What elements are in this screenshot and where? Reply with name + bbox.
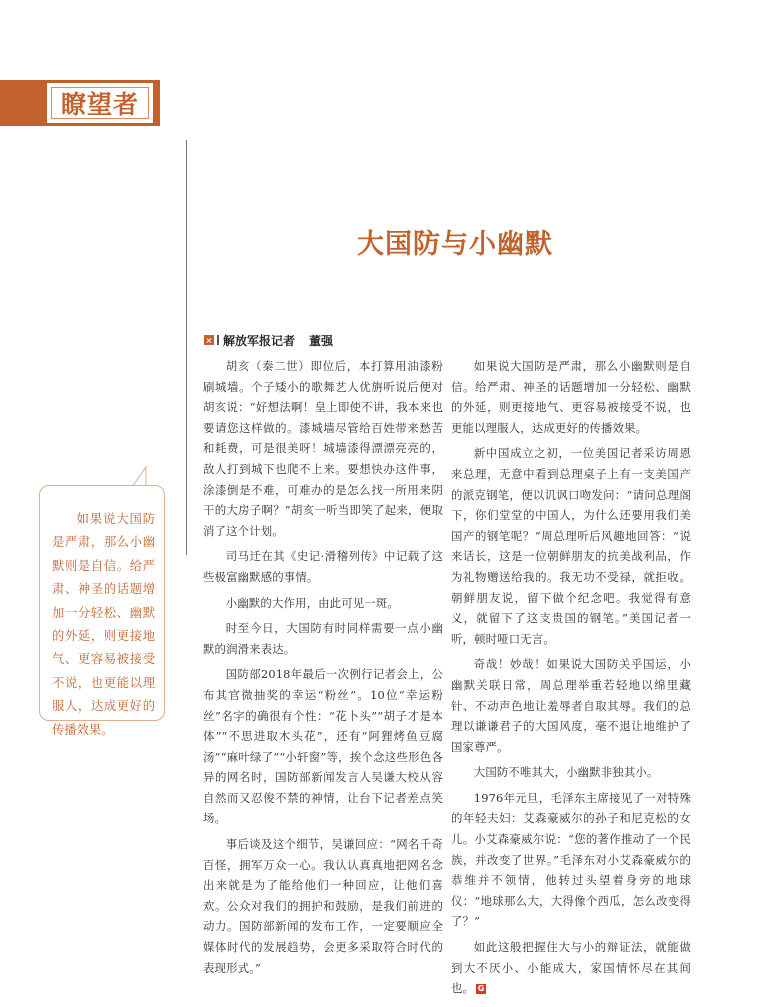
paragraph: 胡亥（秦二世）即位后，本打算用油漆粉刷城墙。个子矮小的歌舞艺人优旃听说后便对胡亥说：“好想法啊！皇上即使不讲，我本来也要请您这样做的。漆城墙尽管给百姓带来愁苦和耗费，可是很美呀！城墙漆得漂漂亮亮的，敌人打到城下也爬不上来。要想快办这件事，涂漆倒是不难，可难办的是怎么找一所用来阴干的大房子啊？”胡亥一听当即笑了起来，便取消了这个计划。 [203,359,443,538]
closing-paragraph-text: 如此这般把握住大与小的辩证法，就能做到大不厌小、小能成大，家国情怀尽在其间也。 [451,940,691,996]
byline-source: 解放军报记者 [223,333,296,348]
paragraph: 时至今日，大国防有时同样需要一点小幽默的润滑来表达。 [203,621,443,656]
column-name: 瞭望者 [60,90,139,119]
paragraph: 小幽默的大作用，由此可见一斑。 [225,595,399,610]
paragraph: 大国防不唯其大，小幽默非独其小。 [473,765,659,780]
byline-mark-icon: × [205,335,213,345]
paragraph: 如果说大国防是严肃，那么小幽默则是自信。给严肃、神圣的话题增加一分轻松、幽默的外延，则更接地气、更容易被接受不说，也更能以理服人，达成更好的传播效果。 [451,359,691,435]
paragraph: 新中国成立之初，一位美国记者采访周恩来总理，无意中看到总理桌子上有一支美国产的派克钢笔，便以讥讽口吻发问：“请问总理阁下，你们堂堂的中国人，为什么还要用我们美国产的钢笔呢？”周总理听后风趣地回答：“说来话长，这是一位朝鲜朋友的抗美战利品，作为礼物赠送给我的。我无功不受禄，就拒收。朝鲜朋友说，留下做个纪念吧。我觉得有意义，就留下了这支贵国的钢笔。”美国记者一听，顿时哑口无言。 [451,446,691,646]
paragraph: 司马迁在其《史记·滑稽列传》中记载了这些极富幽默感的事情。 [203,549,443,584]
byline [204,332,333,348]
end-mark-icon: G [477,984,485,994]
paragraph: 1976年元旦，毛泽东主席接见了一对特殊的年轻夫妇：艾森豪威尔的孙子和尼克松的女儿。小艾森豪威尔说：“您的著作推动了一个民族，并改变了世界。”毛泽东对小艾森豪威尔的恭维并不领情，他转过头望着身旁的地球仪：“地球那么大，大得像个西瓜，怎么改变得了？” [451,790,691,929]
paragraph [451,937,691,999]
column-header [44,80,156,126]
left-column [203,356,443,983]
pull-quote-text: 如果说大国防是严肃，那么小幽默则是自信。给严肃、神圣的话题增加一分轻松、幽默的外延，则更接地气、更容易被接受不说，也更能以理服人，达成更好的传播效果。 [52,512,155,737]
byline-separator [217,335,219,345]
right-column [451,356,691,1004]
column-header-frame [51,87,149,119]
vertical-divider [186,140,187,555]
pull-quote [39,485,165,737]
paragraph: 奇哉！妙哉！如果说大国防关乎国运，小幽默关联日常，周总理举重若轻地以绵里藏针、不动声色地让羞辱者自取其辱。我们的总理以谦谦君子的大国风度，毫不退让地维护了国家尊严。 [451,657,691,754]
paragraph: 国防部2018年最后一次例行记者会上，公布其官微抽奖的幸运“粉丝”。10位“幸运粉丝”名字的确很有个性：“花卜头”“胡子才是本体”“不思进取木头花”，还有“阿狸烤鱼豆腐汤”“麻叶绿了”“小轩窗”等，挨个念这些形色各异的网名时，国防部新闻发言人吴谦大校从容自然而又忍俊不禁的神情，让台下记者差点笑场。 [203,667,443,826]
byline-author: 董强 [309,333,334,348]
paragraph: 事后谈及这个细节，吴谦回应：“网名千奇百怪，拥军万众一心。我认认真真地把网名念出来就是为了能给他们一种回应，让他们喜欢。公众对我们的拥护和鼓励，是我们前进的动力。国防部新闻的发布工作，一定要顺应全媒体时代的发展趋势，会更多采取符合时代的表现形式。” [203,837,443,975]
article-title: 大国防与小幽默 [357,229,553,260]
